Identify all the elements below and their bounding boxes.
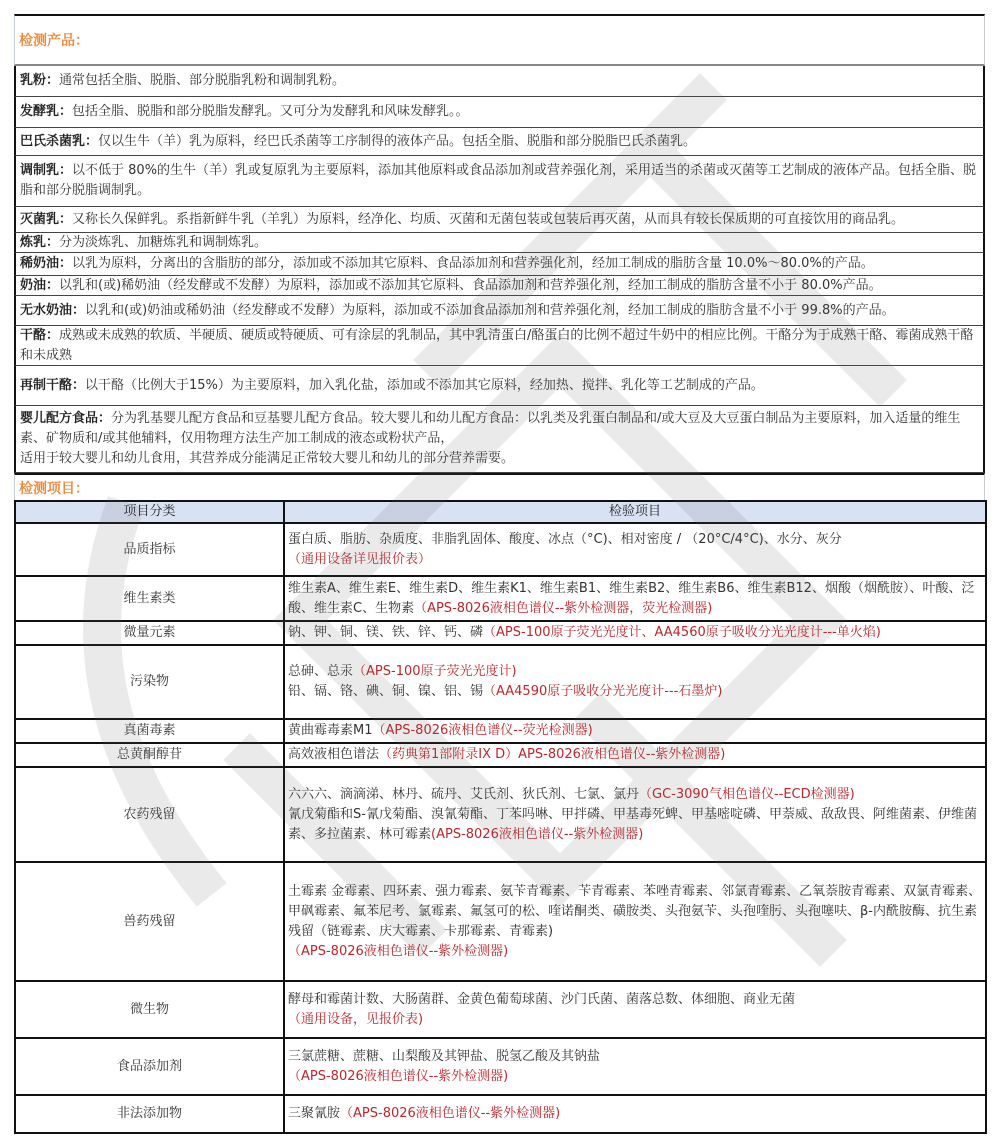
product-name: 灭菌乳： xyxy=(20,211,73,227)
test-item-text: 黄曲霉毒素M1 xyxy=(288,723,373,738)
product-name: 干酪： xyxy=(20,327,60,343)
test-items xyxy=(284,862,986,981)
test-items xyxy=(284,719,986,743)
product-text: 仅以生牛（羊）乳为原料，经巴氏杀菌等工序制得的液体产品。包括全脂、脱脂和部分脱脂巴氏杀菌乳。 xyxy=(98,133,697,149)
instrument-note: （APS-8026液相色谱仪--紫外检测器，荧光检测器) xyxy=(414,600,713,616)
product-row xyxy=(14,276,985,296)
product-description xyxy=(20,254,874,274)
test-item-text: 六六六、滴滴涕、林丹、硫丹、艾氏剂、狄氏剂、七氯、氯丹 xyxy=(288,786,640,802)
test-item-line xyxy=(288,579,983,619)
test-item-line xyxy=(288,530,983,550)
table-row xyxy=(15,719,986,743)
table-row xyxy=(15,645,986,719)
instrument-note: （APS-100原子荧光光度计) xyxy=(353,664,517,679)
product-row xyxy=(14,156,985,207)
instrument-note: （AA4590原子吸收分光光度计---石墨炉) xyxy=(483,684,723,699)
product-row xyxy=(14,97,985,128)
table-row xyxy=(15,576,986,621)
test-item-line xyxy=(288,623,983,643)
product-text: 以乳为原料，分离出的含脂肪的部分，添加或不添加其它原料、食品添加剂和营养强化剂，经加工制成的脂肪含量 10.0%～80.0%的产品。 xyxy=(72,256,874,271)
test-item-text: 蛋白质、脂肪、杂质度、非脂乳固体、酸度、冰点（°C)、相对密度 / （20°C/4°C)、水分、灰分 xyxy=(288,531,842,547)
products-section-title: 检测产品： xyxy=(19,33,89,49)
product-text-continued: 适用于较大婴儿和幼儿食用，其营养成分能满足正常较大婴儿和幼儿的部分营养需要。 xyxy=(20,451,515,466)
product-name: 无水奶油： xyxy=(20,302,86,318)
table-row xyxy=(15,862,986,981)
test-item-text: 高效液相色谱法 xyxy=(288,747,380,762)
test-item-line xyxy=(288,785,983,805)
test-item-line xyxy=(288,721,983,741)
product-text: 又称长久保鲜乳。系指新鲜牛乳（羊乳）为原料，经净化、均质、灭菌和无菌包装或包装后再灭菌，从而具有较长保质期的可直接饮用的商品乳。 xyxy=(72,211,905,227)
test-items xyxy=(284,523,986,576)
product-description xyxy=(20,102,469,122)
tests-section-title: 检测项目： xyxy=(19,480,89,497)
product-text: 包括全脂、脱脂和部分脱脂发酵乳。又可分为发酵乳和风味发酵乳。。 xyxy=(72,104,469,119)
test-item-line xyxy=(288,682,983,702)
product-text: 以乳和(或)稀奶油（经发酵或不发酵）为原料，添加或不添加其它原料、食品添加剂和营养强化剂，经加工制成的脂肪含量不小于 80.0%产品。 xyxy=(59,277,882,293)
product-name: 乳粉： xyxy=(20,73,60,88)
test-item-text: 铅、镉、铬、碘、铜、镍、铝、锡 xyxy=(288,684,484,699)
product-text: 以干酪（比例大于15%）为主要原料，加入乳化盐，添加或不添加其它原料，经加热、搅拌、乳化等工艺制成的产品。 xyxy=(85,377,764,393)
instrument-note: (APS-8026液相色谱仪--紫外检测器) xyxy=(431,826,644,842)
product-list xyxy=(14,66,985,473)
table-row xyxy=(15,523,986,576)
product-name: 再制干酪： xyxy=(20,377,86,393)
product-row xyxy=(14,366,985,406)
test-item-text: 总砷、总汞 xyxy=(288,664,354,679)
product-name: 稀奶油： xyxy=(20,256,73,271)
test-item-line xyxy=(288,1067,983,1087)
product-text: 成熟或未成熟的软质、半硬质、硬质或特硬质、可有涂层的乳制品，其中乳清蛋白/酪蛋白的比例不超过牛奶中的相应比例。干酪分为于成熟干酪、霉菌成熟干酪和未成熟 xyxy=(20,327,974,363)
product-name: 发酵乳： xyxy=(20,104,73,119)
product-description xyxy=(20,301,895,321)
test-item-line xyxy=(288,942,983,962)
product-row xyxy=(14,326,985,366)
test-item-line xyxy=(288,662,983,682)
product-row xyxy=(14,406,985,473)
test-category: 兽药残留 xyxy=(15,862,284,981)
tests-table xyxy=(14,500,987,1134)
instrument-note: （通用设备详见报价表） xyxy=(288,551,432,567)
test-item-line xyxy=(288,1047,983,1067)
product-name: 奶油： xyxy=(20,277,60,293)
products-section-header xyxy=(14,14,985,66)
tests-section-header xyxy=(14,473,985,500)
column-header-category: 项目分类 xyxy=(15,501,284,523)
test-item-line xyxy=(288,1010,983,1030)
product-name: 炼乳： xyxy=(20,234,60,250)
product-description xyxy=(20,409,979,469)
test-item-line xyxy=(288,805,983,845)
test-item-text: 土霉素 金霉素、四环素、强力霉素、氨苄青霉素、苄青霉素、苯唑青霉素、邻氯青霉素、乙氧萘胺青霉素、双氯青霉素、甲砜霉素、氟苯尼考、氯霉素、氟氢可的松、喹诺酮类、磺胺类、头孢氨苄、头孢喹肟、头孢噻呋、β-内酰胺酶、抗生素残留（链霉素、庆大霉素、卡那霉素、青霉素) xyxy=(288,883,982,939)
product-row xyxy=(14,233,985,253)
test-category: 非法添加物 xyxy=(15,1095,284,1133)
instrument-note: （通用设备，见报价表) xyxy=(288,1011,424,1027)
table-row xyxy=(15,621,986,645)
product-name: 婴儿配方食品： xyxy=(20,411,112,426)
table-row xyxy=(15,981,986,1038)
product-name: 巴氏杀菌乳： xyxy=(20,133,99,149)
test-item-text: 酵母和霉菌计数、大肠菌群、金黄色葡萄球菌、沙门氏菌、菌落总数、体细胞、商业无菌 xyxy=(288,991,796,1007)
product-description xyxy=(20,326,979,366)
test-category: 农药残留 xyxy=(15,767,284,862)
product-description xyxy=(20,132,696,152)
table-header-row xyxy=(15,501,986,523)
tests-table-body xyxy=(15,523,986,1133)
column-header-items: 检验项目 xyxy=(284,501,986,523)
test-item-text: 维生素A、维生素E、维生素D、维生素K1、维生素B1、维生素B2、维生素B6、维生素B12、烟酸（烟酰胺）、叶酸、泛酸、维生素C、生物素 xyxy=(288,580,975,616)
instrument-note: （APS-100原子荧光光度计、AA4560原子吸收分光光度计---单火焰) xyxy=(483,625,881,640)
test-category: 微生物 xyxy=(15,981,284,1038)
product-description xyxy=(20,161,979,201)
test-item-line xyxy=(288,1104,983,1124)
table-row xyxy=(15,1095,986,1133)
product-description xyxy=(20,71,345,91)
test-items xyxy=(284,1038,986,1095)
document-body xyxy=(14,14,985,1134)
test-items xyxy=(284,576,986,621)
product-text: 分为淡炼乳、加糖炼乳和调制炼乳。 xyxy=(59,234,268,250)
test-category: 总黄酮醇苷 xyxy=(15,743,284,767)
product-row xyxy=(14,253,985,276)
test-item-text: 钠、钾、铜、镁、铁、锌、钙、磷 xyxy=(288,625,484,640)
test-item-text: 三氯蔗糖、蔗糖、山梨酸及其钾盐、脱氢乙酸及其钠盐 xyxy=(288,1048,601,1064)
instrument-note: （APS-8026液相色谱仪--紫外检测器) xyxy=(340,1106,561,1121)
product-text: 分为乳基婴儿配方食品和豆基婴儿配方食品。较大婴儿和幼儿配方食品：以乳类及乳蛋白制品和/或大豆及大豆蛋白制品为主要原料，加入适量的维生素、矿物质和/或其他辅料，仅用物理方法生产加工制成的液态或粉状产品， xyxy=(20,411,961,446)
product-description xyxy=(20,276,882,296)
product-description xyxy=(20,233,267,253)
test-item-line xyxy=(288,745,983,765)
product-name: 调制乳： xyxy=(20,163,73,178)
instrument-note: （APS-8026液相色谱仪--荧光检测器) xyxy=(372,723,593,738)
test-item-text: 三聚氰胺 xyxy=(288,1106,341,1121)
test-items xyxy=(284,767,986,862)
test-item-line xyxy=(288,550,983,570)
instrument-note: （药典第1部附录IX D）APS-8026液相色谱仪--紫外检测器) xyxy=(379,747,726,762)
test-items xyxy=(284,621,986,645)
test-category: 维生素类 xyxy=(15,576,284,621)
table-row xyxy=(15,743,986,767)
product-row xyxy=(14,128,985,156)
product-row xyxy=(14,207,985,233)
instrument-note: （APS-8026液相色谱仪--紫外检测器) xyxy=(288,1068,509,1084)
table-row xyxy=(15,767,986,862)
test-items xyxy=(284,981,986,1038)
instrument-note: （GC-3090气相色谱仪--ECD检测器) xyxy=(639,786,855,802)
product-text: 通常包括全脂、脱脂、部分脱脂乳粉和调制乳粉。 xyxy=(59,73,346,88)
test-items xyxy=(284,1095,986,1133)
test-category: 污染物 xyxy=(15,645,284,719)
product-description xyxy=(20,210,904,230)
product-text: 以不低于 80%的生牛（羊）乳或复原乳为主要原料，添加其他原料或食品添加剂或营养强化剂，采用适当的杀菌或灭菌等工艺制成的液体产品。包括全脂、脱脂和部分脱脂调制乳。 xyxy=(20,163,977,198)
test-category: 食品添加剂 xyxy=(15,1038,284,1095)
test-category: 微量元素 xyxy=(15,621,284,645)
test-item-line xyxy=(288,882,983,942)
product-text: 以乳和(或)奶油或稀奶油（经发酵或不发酵）为原料，添加或不添加食品添加剂和营养强化剂，经加工制成的脂肪含量不小于 99.8%的产品。 xyxy=(85,302,895,318)
test-items xyxy=(284,645,986,719)
test-items xyxy=(284,743,986,767)
product-row xyxy=(14,296,985,326)
product-description xyxy=(20,376,764,396)
test-item-text: 氰戊菊酯和S-氰戊菊酯、溴氰菊酯、丁苯吗啉、甲拌磷、甲基毒死蜱、甲基嘧啶磷、甲萘威、敌敌畏、阿维菌素、伊维菌素、多拉菌素、林可霉素 xyxy=(288,806,977,842)
instrument-note: （APS-8026液相色谱仪--紫外检测器) xyxy=(288,943,509,959)
table-row xyxy=(15,1038,986,1095)
test-item-line xyxy=(288,990,983,1010)
product-row xyxy=(14,66,985,97)
test-category: 品质指标 xyxy=(15,523,284,576)
test-category: 真菌毒素 xyxy=(15,719,284,743)
